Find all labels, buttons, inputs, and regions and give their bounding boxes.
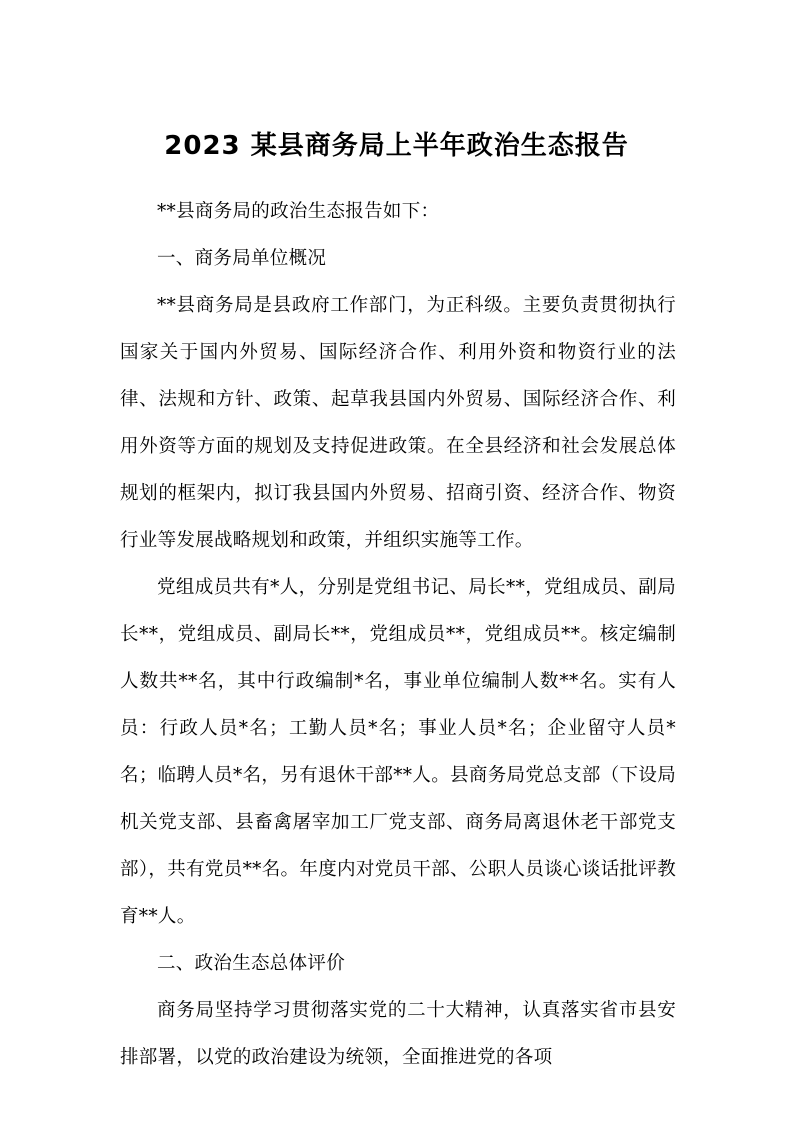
paragraph-responsibilities: **县商务局是县政府工作部门，为正科级。主要负责贯彻执行国家关于国内外贸易、国际经济合作、利用外资和物资行业的法律、法规和方针、政策、起草我县国内外贸易、国际经济合作、利用外资等方面的规划及支持促进政策。在全县经济和社会发展总体规划的框架内，拟订我县国内外贸易、招商引资、经济合作、物资行业等发展战略规划和政策，并组织实施等工作。	[120, 295, 676, 551]
section-heading-evaluation: 二、政治生态总体评价	[157, 953, 346, 974]
document-body	[120, 188, 676, 1081]
paragraph-intro: **县商务局的政治生态报告如下：	[157, 201, 440, 222]
document-title: 2023 某县商务局上半年政治生态报告	[164, 131, 629, 161]
paragraph-staffing: 党组成员共有*人，分别是党组书记、局长**，党组成员、副局长**，党组成员、副局长**，党组成员**，党组成员**。核定编制人数共**名，其中行政编制*名，事业单位编制人数**名。实有人员：行政人员*名；工勤人员*名；事业人员*名；企业留守人员*名；临聘人员*名，另有退休干部**人。县商务局党总支部（下设局机关党支部、县畜禽屠宰加工厂党支部、商务局离退休老干部党支部），共有党员**名。年度内对党员干部、公职人员谈心谈话批评教育**人。	[120, 577, 676, 927]
paragraph-evaluation: 商务局坚持学习贯彻落实党的二十大精神，认真落实省市县安排部署，以党的政治建设为统领，全面推进党的各项	[120, 1000, 676, 1068]
section-heading-overview: 一、商务局单位概况	[157, 248, 327, 269]
